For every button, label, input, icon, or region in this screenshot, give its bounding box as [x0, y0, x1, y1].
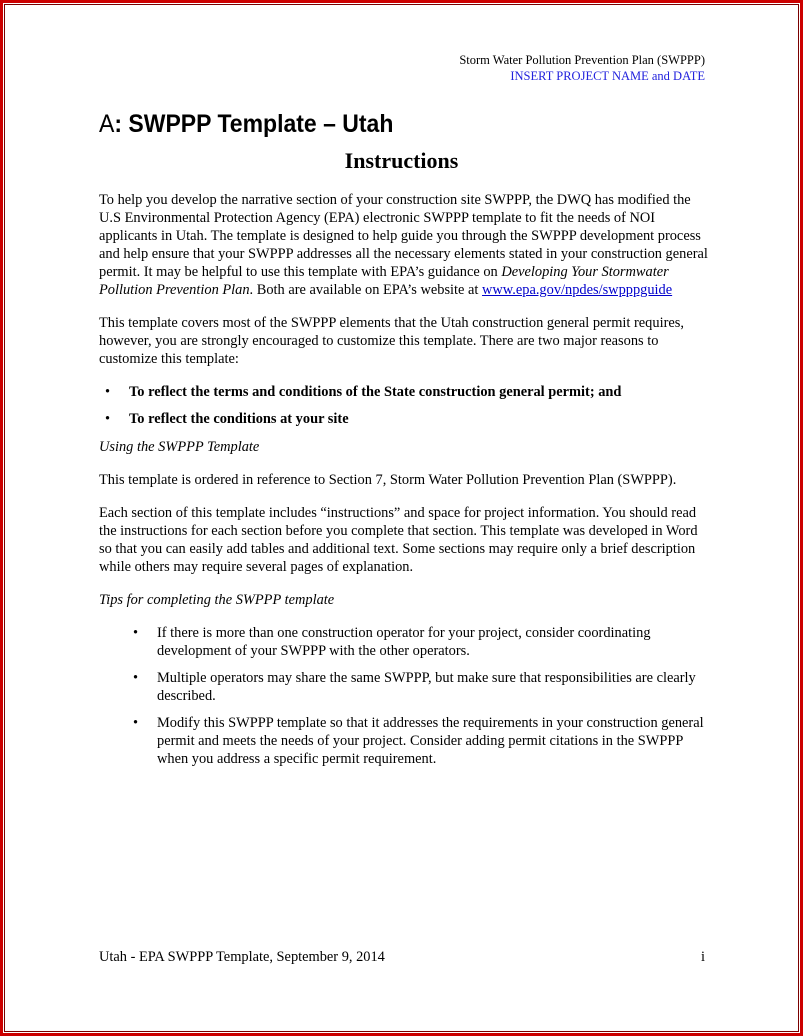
page-number: i — [701, 949, 705, 965]
footer-title: Utah - EPA SWPPP Template, September 9, 2014 — [99, 949, 385, 965]
list-item — [133, 624, 709, 660]
reasons-list — [99, 383, 709, 428]
using-template-heading: Using the SWPPP Template — [99, 439, 260, 455]
page-footer — [99, 948, 705, 966]
epa-guide-link[interactable]: www.epa.gov/npdes/swpppguide — [482, 282, 673, 298]
running-header — [459, 52, 705, 84]
page-title — [99, 110, 393, 139]
list-item-text: To reflect the conditions at your site — [129, 411, 349, 427]
list-item-text: To reflect the terms and conditions of the State construction general permit; and — [129, 384, 622, 400]
list-item — [133, 714, 709, 768]
bullet-icon: • — [133, 625, 139, 641]
list-item — [133, 669, 709, 705]
list-item-text: Multiple operators may share the same SWPPP, but make sure that responsibilities are clearly described. — [157, 670, 696, 704]
bullet-icon: • — [133, 715, 139, 731]
header-project-placeholder: INSERT PROJECT NAME and DATE — [510, 69, 705, 83]
section-heading: Instructions — [344, 148, 459, 173]
intro-text-2: . Both are available on EPA’s website at — [249, 282, 483, 298]
guide-title: Developing Your Stormwater Pollution Prevention Plan — [99, 264, 669, 298]
body-content — [99, 191, 709, 777]
intro-text-1: To help you develop the narrative section of your construction site SWPPP, the DWQ has modified the U.S Environmental Protection Agency (EPA) electronic SWPPP template to fit the needs of NOI applicants in Utah. The template is designed to help guide you through the SWPPP development process and help ensure that your SWPPP addresses all the necessary elements stated in your construction general permit. It may be helpful to use this template with EPA’s guidance on — [99, 192, 708, 280]
header-plan-name: Storm Water Pollution Prevention Plan (SWPPP) — [459, 53, 705, 67]
title-main: : SWPPP Template – Utah — [114, 110, 394, 138]
intro-paragraph — [99, 191, 709, 299]
bullet-icon: • — [105, 384, 111, 400]
list-item — [105, 383, 709, 401]
bullet-icon: • — [133, 670, 139, 686]
title-prefix: A — [99, 110, 115, 138]
list-item — [105, 410, 709, 428]
bullet-icon: • — [105, 411, 111, 427]
ordering-paragraph: This template is ordered in reference to Section 7, Storm Water Pollution Prevention Plan (SWPPP). — [99, 472, 677, 488]
list-item-text: Modify this SWPPP template so that it addresses the requirements in your construction general permit and meets the needs of your project. Consider adding permit citations in the SWPPP when you address a specific permit requirement. — [157, 715, 704, 767]
sections-paragraph: Each section of this template includes “instructions” and space for project information. You should read the instructions for each section before you complete that section. This template was developed in Word so that you can easily add tables and additional text. Some sections may require only a brief description while others may require several pages of explanation. — [99, 505, 698, 575]
list-item-text: If there is more than one construction operator for your project, consider coordinating development of your SWPPP with the other operators. — [157, 625, 651, 659]
tips-list — [99, 624, 709, 768]
customize-paragraph: This template covers most of the SWPPP elements that the Utah construction general permit requires, however, you are strongly encouraged to customize this template. There are two major reasons to customize this template: — [99, 315, 684, 367]
tips-heading: Tips for completing the SWPPP template — [99, 592, 335, 608]
